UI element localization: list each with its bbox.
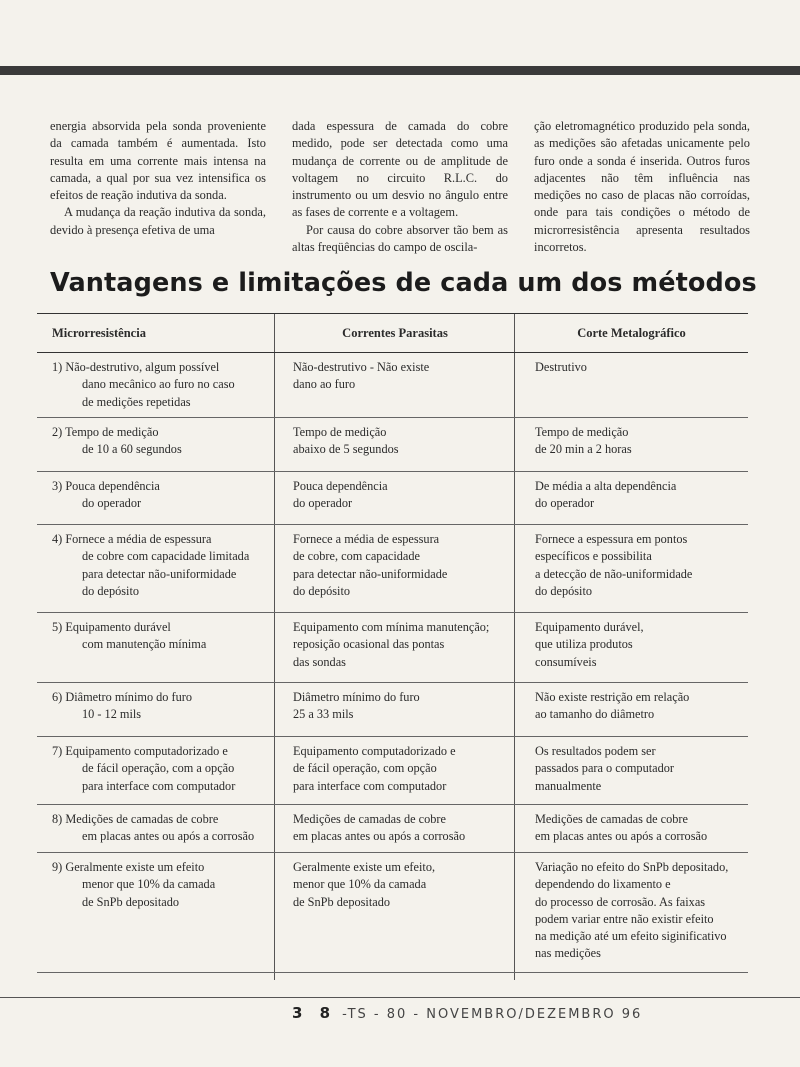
table-cell xyxy=(515,737,748,804)
paragraph: dada espessura de camada do cobre medido, pode ser detectada como uma mudança de corrente ou de amplitude de voltagem no circuito R.L.C. do instrumento ou um desvio no ângulo entre as fases de corrente e a voltagem. xyxy=(292,119,508,220)
cell-text: Os resultados podem ser passados para o computador manualmente xyxy=(535,744,674,793)
table-cell xyxy=(275,472,515,524)
text-column-2 xyxy=(292,118,508,256)
table-cell xyxy=(275,353,515,417)
cell-text: 2) Tempo de medição de 10 a 60 segundos xyxy=(52,425,182,457)
table-cell xyxy=(515,853,748,972)
cell-text: Destrutivo xyxy=(535,360,587,374)
cell-text: Diâmetro mínimo do furo 25 a 33 mils xyxy=(293,690,420,722)
cell-text: 5) Equipamento durável com manutenção mínima xyxy=(52,620,207,652)
table-cell xyxy=(37,353,275,417)
table-cell xyxy=(37,853,275,972)
text-column-3 xyxy=(534,118,750,256)
header-cell: Correntes Parasitas xyxy=(342,325,448,340)
table-row xyxy=(37,613,748,683)
cell-text: Medições de camadas de cobre em placas antes ou após a corrosão xyxy=(293,812,466,844)
table-cell xyxy=(515,805,748,852)
cell-text: Tempo de medição abaixo de 5 segundos xyxy=(293,425,399,457)
cell-text: 4) Fornece a média de espessura de cobre com capacidade limitada para detectar não-uniformidade do depósito xyxy=(52,532,250,598)
cell-text: Geralmente existe um efeito, menor que 10% da camada de SnPb depositado xyxy=(293,860,436,909)
cell-text: Equipamento durável, que utiliza produtos consumíveis xyxy=(535,620,644,669)
paragraph: energia absorvida pela sonda proveniente da camada também é aumentada. Isto resulta em uma corrente mais intensa na camada, a qual por sua vez intensifica os efeitos de reação indutiva da sonda. xyxy=(50,119,266,203)
table-cell xyxy=(37,683,275,736)
page-number: 3 8 xyxy=(292,1004,337,1022)
cell-text: Variação no efeito do SnPb depositado, dependendo do lixamento e do processo de corrosão. As faixas podem variar entre não existir efeito na medição até um efeito siginificativo nas medições xyxy=(535,860,729,961)
table-cell xyxy=(515,525,748,612)
table-row xyxy=(37,418,748,472)
table-cell xyxy=(515,472,748,524)
section-title: Vantagens e limitações de cada um dos métodos xyxy=(50,268,757,298)
paragraph: Por causa do cobre absorver tão bem as altas freqüências do campo de oscila- xyxy=(292,222,508,255)
table-cell xyxy=(515,418,748,471)
table-cell xyxy=(37,613,275,682)
text-column-1 xyxy=(50,118,266,256)
table-cell xyxy=(275,525,515,612)
cell-text: Pouca dependência do operador xyxy=(293,479,388,511)
table-cell xyxy=(37,737,275,804)
issue-label: -TS - 80 - NOVEMBRO/DEZEMBRO 96 xyxy=(342,1007,643,1022)
footer-text xyxy=(292,1004,642,1022)
cell-text: De média a alta dependência do operador xyxy=(535,479,677,511)
cell-text: 9) Geralmente existe um efeito menor que 10% da camada de SnPb depositado xyxy=(52,860,216,909)
table-cell xyxy=(515,613,748,682)
header-cell: Microrresistência xyxy=(52,325,146,340)
cell-text: Medições de camadas de cobre em placas antes ou após a corrosão xyxy=(535,812,708,844)
cell-text: Fornece a média de espessura de cobre, com capacidade para detectar não-uniformidade do depósito xyxy=(293,532,448,598)
table-cell xyxy=(275,853,515,972)
paragraph: ção eletromagnético produzido pela sonda, as medições são afetadas unicamente pelo furo onde a sonda é inserida. Outros furos adjacentes não têm influência nas medições no caso de placas não corroídas, onde para tais condições o método de microrresistência apresenta resultados incorretos. xyxy=(534,119,750,255)
table-row xyxy=(37,472,748,525)
table-row xyxy=(37,353,748,418)
table-row xyxy=(37,805,748,853)
header-rule xyxy=(0,66,800,75)
table-cell xyxy=(275,737,515,804)
cell-text: Não existe restrição em relação ao tamanho do diâmetro xyxy=(535,690,690,722)
table-row xyxy=(37,525,748,613)
header-cell: Corte Metalográfico xyxy=(577,325,686,340)
cell-text: Tempo de medição de 20 min a 2 horas xyxy=(535,425,632,457)
table-cell xyxy=(37,418,275,471)
table-body xyxy=(37,353,748,973)
table-cell xyxy=(37,472,275,524)
table-row xyxy=(37,683,748,737)
cell-text: 1) Não-destrutivo, algum possível dano mecânico ao furo no caso de medições repetidas xyxy=(52,360,235,409)
table-header xyxy=(37,314,748,353)
paragraph: A mudança da reação indutiva da sonda, devido à presença efetiva de uma xyxy=(50,205,266,237)
table-cell xyxy=(515,683,748,736)
cell-text: Equipamento com mínima manutenção; reposição ocasional das pontas das sondas xyxy=(293,620,490,669)
table-cell xyxy=(37,805,275,852)
page-footer xyxy=(0,997,800,1067)
cell-text: 7) Equipamento computadorizado e de fácil operação, com a opção para interface com computador xyxy=(52,744,236,793)
cell-text: Não-destrutivo - Não existe dano ao furo xyxy=(293,360,430,392)
cell-text: 6) Diâmetro mínimo do furo 10 - 12 mils xyxy=(52,690,193,722)
comparison-table xyxy=(37,313,748,973)
table-cell xyxy=(275,418,515,471)
body-text xyxy=(50,118,750,256)
table-cell xyxy=(37,525,275,612)
table-cell xyxy=(275,613,515,682)
table-cell xyxy=(515,353,748,417)
table-cell xyxy=(275,683,515,736)
cell-text: 8) Medições de camadas de cobre em placas antes ou após a corrosão xyxy=(52,812,255,844)
cell-text: Equipamento computadorizado e de fácil operação, com opção para interface com computador xyxy=(293,744,456,793)
table-row xyxy=(37,737,748,805)
cell-text: 3) Pouca dependência do operador xyxy=(52,479,160,511)
cell-text: Fornece a espessura em pontos específicos e possibilita a detecção de não-uniformidade do depósito xyxy=(535,532,693,598)
table-cell xyxy=(275,805,515,852)
table-row xyxy=(37,853,748,973)
